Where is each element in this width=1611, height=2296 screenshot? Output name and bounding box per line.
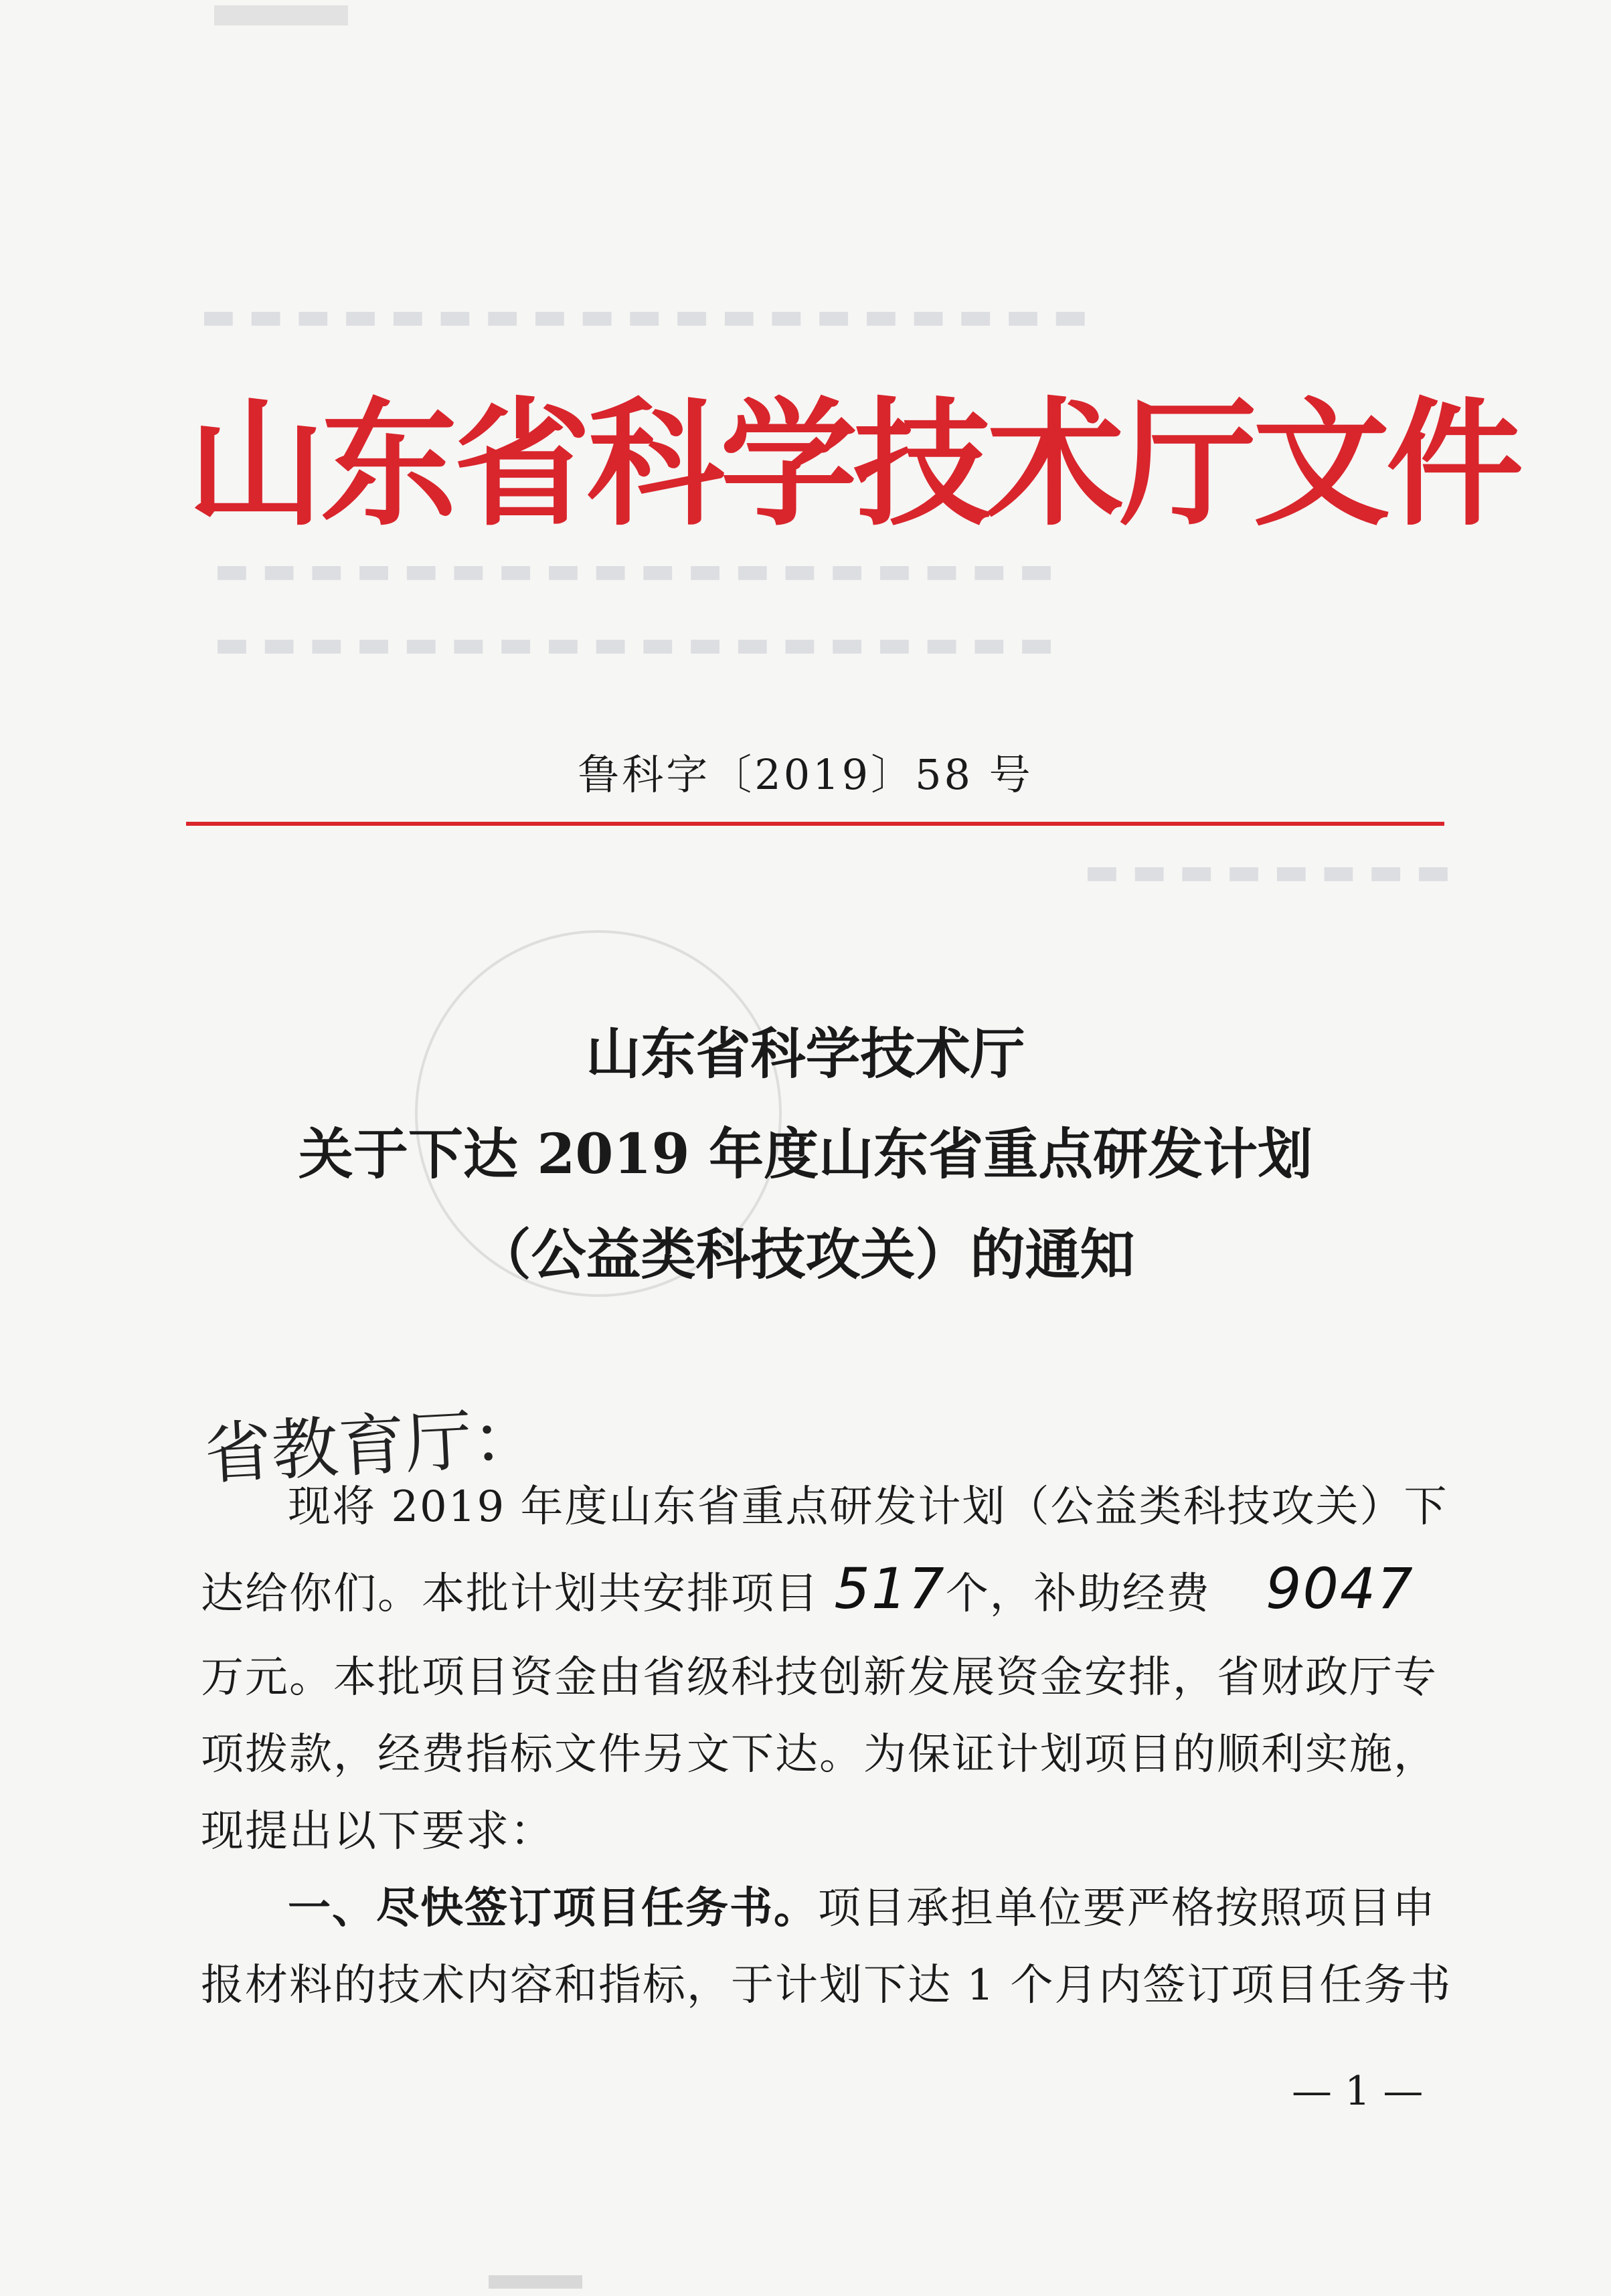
red-divider — [186, 822, 1444, 826]
bleed-through: ▬ ▬ ▬ ▬ ▬ ▬ ▬ ▬ ▬ ▬ ▬ ▬ ▬ ▬ ▬ ▬ ▬ ▬ ▬ — [201, 294, 1088, 338]
handwritten-funding-amount: 9047 — [1266, 1556, 1414, 1621]
requirement-1-line — [288, 1874, 1436, 1935]
salutation: 省教育厅： — [202, 1397, 541, 1494]
body-line: 项拨款，经费指标文件另文下达。为保证计划项目的顺利实施， — [201, 1730, 1438, 1779]
bleed-through: ▬ ▬ ▬ ▬ ▬ ▬ ▬ ▬ ▬ ▬ ▬ ▬ ▬ ▬ ▬ ▬ ▬ ▬ — [214, 622, 1054, 666]
title-line-1: 山东省科学技术厅 — [586, 1022, 1025, 1086]
body-text: 达给你们。本批计划共安排项目 — [201, 1569, 819, 1619]
masthead: 山东省科学技术厅文件 — [187, 385, 1519, 545]
bleed-through: ▬ ▬ ▬ ▬ ▬ ▬ ▬ ▬ — [1084, 850, 1451, 893]
body-text: 个，补助经费 — [945, 1569, 1211, 1619]
scan-artifact — [489, 2275, 582, 2289]
body-text: 项目承担单位要严格按照项目申 — [818, 1884, 1436, 1933]
body-line: 现将 2019 年度山东省重点研发计划（公益类科技攻关）下 — [288, 1482, 1448, 1532]
requirement-1-heading: 一、尽快签订项目任务书。 — [288, 1884, 818, 1933]
body-line — [201, 1556, 1414, 1621]
scan-artifact — [214, 5, 348, 25]
body-line: 现提出以下要求： — [201, 1807, 554, 1856]
body-line: 报材料的技术内容和指标，于计划下达 1 个月内签订项目任务书 — [201, 1961, 1452, 2010]
body-line: 万元。本批项目资金由省级科技创新发展资金安排，省财政厅专 — [201, 1653, 1438, 1702]
document-number: 鲁科字〔2019〕58 号 — [578, 750, 1033, 799]
bleed-through: ▬ ▬ ▬ ▬ ▬ ▬ ▬ ▬ ▬ ▬ ▬ ▬ ▬ ▬ ▬ ▬ ▬ ▬ — [214, 549, 1054, 592]
title-line-2: 关于下达 2019 年度山东省重点研发计划 — [298, 1122, 1313, 1186]
handwritten-project-count: 517 — [834, 1556, 946, 1621]
title-line-3: （公益类科技攻关）的通知 — [476, 1223, 1135, 1287]
page-number: — 1 — — [1292, 2068, 1424, 2115]
